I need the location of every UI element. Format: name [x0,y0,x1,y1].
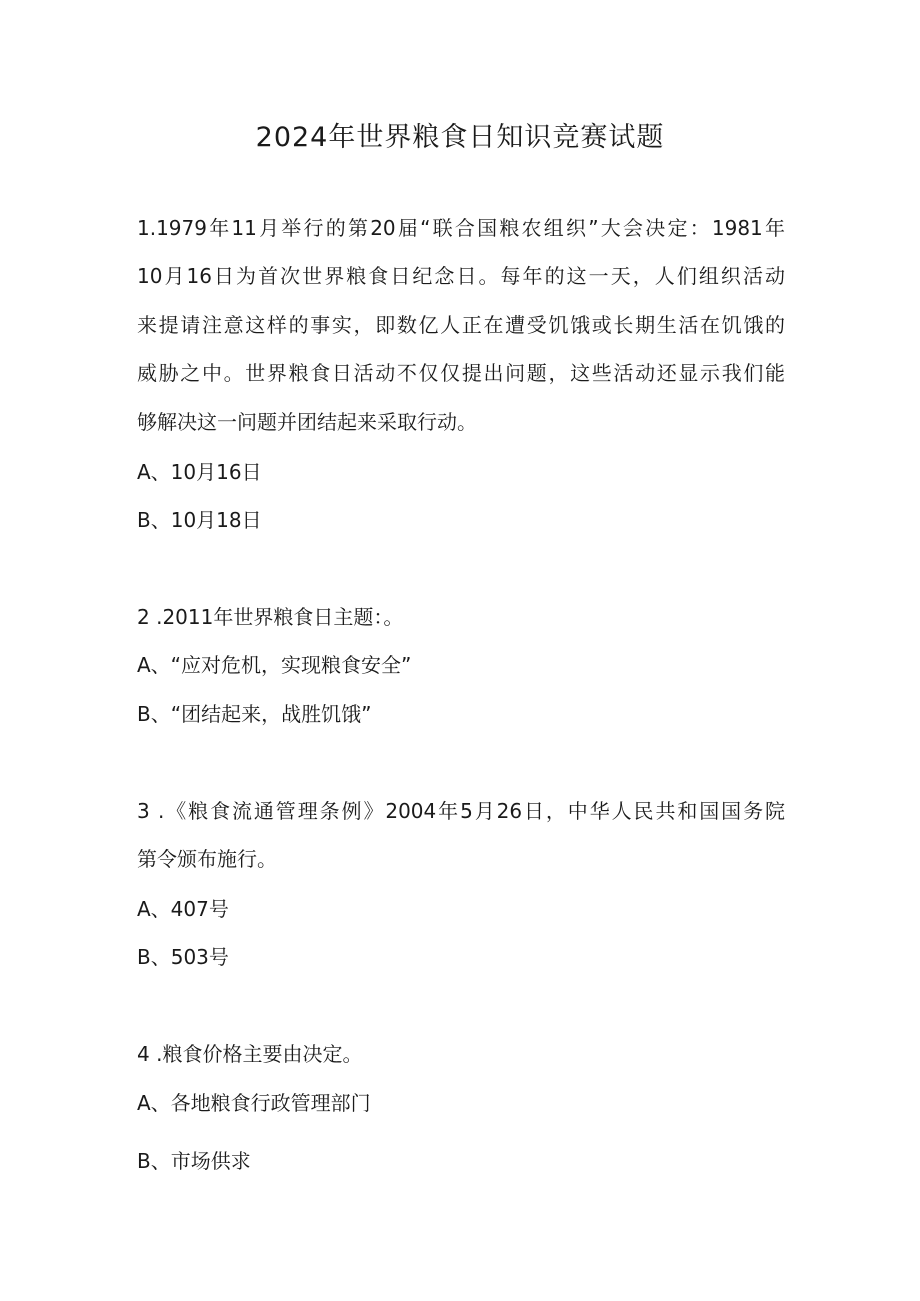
question-1-line-2: 10月16日为首次世界粮食日纪念日。每年的这一天，人们组织活动 [137,264,785,288]
question-1-line-4: 威胁之中。世界粮食日活动不仅仅提出问题，这些活动还显示我们能 [137,361,785,385]
question-1-line-3: 来提请注意这样的事实，即数亿人正在遭受饥饿或长期生活在饥饿的 [137,313,785,337]
question-1-option-b: B、10月18日 [137,508,262,532]
question-3-line-1: 3 .《粮食流通管理条例》2004年5月26日，中华人民共和国国务院 [137,799,785,823]
document-title: 2024年世界粮食日知识竞赛试题 [255,122,665,153]
question-2-option-a: A、“应对危机，实现粮食安全” [137,653,412,677]
question-3-line-2: 第令颁布施行。 [137,847,277,871]
question-1-option-a: A、10月16日 [137,460,262,484]
question-4-line-1: 4 .粮食价格主要由决定。 [137,1042,363,1066]
question-1-line-1: 1.1979年11月举行的第20届“联合国粮农组织”大会决定：1981年 [137,216,785,240]
question-1-line-5: 够解决这一问题并团结起来采取行动。 [137,410,477,434]
question-4-option-a: A、各地粮食行政管理部门 [137,1091,371,1115]
question-3-option-b: B、503号 [137,945,229,969]
question-2-line-1: 2 .2011年世界粮食日主题：。 [137,605,404,629]
question-2-option-b: B、“团结起来，战胜饥饿” [137,702,372,726]
question-4-option-b: B、市场供求 [137,1149,251,1173]
question-3-option-a: A、407号 [137,897,229,921]
